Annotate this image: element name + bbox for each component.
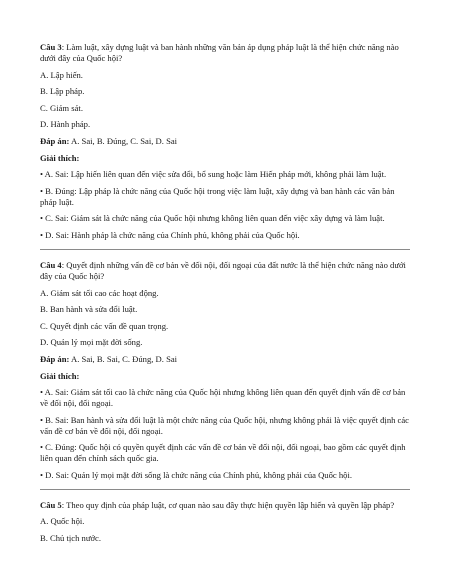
question-4-text: : Quyết định những vấn đề cơ bản về đối nội, đối ngoại của đất nước là thể hiện chức năng nào dưới đây của Quốc hội? (40, 259, 406, 281)
q4-option-c: C. Quyết định các vấn đề quan trọng. (40, 320, 169, 331)
q4-explain-b: • B. Sai: Ban hành và sửa đổi luật là một chức năng của Quốc hội, nhưng không phải là việc quyết định các vấn đề cơ bản về đối nội, đối ngoại. (40, 414, 409, 436)
q3-explain-label: Giải thích: (40, 152, 80, 163)
section-divider-1 (40, 249, 410, 250)
q3-option-d: D. Hành pháp. (40, 119, 91, 130)
q4-option-b: B. Ban hành và sửa đổi luật. (40, 304, 138, 315)
q5-option-a: A. Quốc hội. (40, 516, 85, 527)
question-4-label: Câu 4 (40, 259, 62, 270)
section-divider-2 (40, 489, 410, 490)
q5-option-b: B. Chủ tịch nước. (40, 533, 101, 544)
question-3-text: : Làm luật, xây dựng luật và ban hành những văn bản áp dụng pháp luật là thể hiện chức năng nào dưới đây của Quốc hội? (40, 42, 399, 63)
q4-answer-text: A. Sai, B. Sai, C. Đúng, D. Sai (69, 353, 178, 364)
q4-option-d: D. Quản lý mọi mặt đời sống. (40, 337, 143, 348)
q4-explain-label: Giải thích: (40, 370, 80, 381)
question-5-text: : Theo quy định của pháp luật, cơ quan nào sau đây thực hiện quyền lập hiến và quyền lập pháp? (61, 499, 395, 510)
q4-answer-label: Đáp án: (40, 353, 70, 364)
q4-answer (40, 354, 410, 365)
q3-explain-b: • B. Đúng: Lập pháp là chức năng của Quốc hội trong việc làm luật, xây dựng và ban hành các văn bản pháp luật. (40, 185, 395, 207)
q3-answer-label: Đáp án: (40, 135, 70, 146)
q3-option-c: C. Giám sát. (40, 102, 83, 113)
q3-explain-d: • D. Sai: Hành pháp là chức năng của Chính phủ, không phải của Quốc hội. (40, 229, 300, 240)
q4-explain-a: • A. Sai: Giám sát tối cao là chức năng của Quốc hội nhưng không liên quan đến quyết định vấn đề cơ bản về đối nội, đối ngoại. (40, 387, 406, 409)
q4-explain-d: • D. Sai: Quản lý mọi mặt đời sống là chức năng của Chính phủ, không phải của Quốc hội. (40, 469, 352, 480)
q3-answer-text: A. Sai, B. Đúng, C. Sai, D. Sai (69, 135, 178, 146)
q3-answer (40, 136, 410, 147)
q4-explain-c: • C. Đúng: Quốc hội có quyền quyết định các vấn đề cơ bản về đối nội, đối ngoại, bao gồm các quyết định liên quan đến chính sách quốc gia. (40, 442, 406, 464)
q3-explain-a: • A. Sai: Lập hiến liên quan đến việc sửa đổi, bổ sung hoặc làm Hiến pháp mới, không phải làm luật. (40, 169, 387, 180)
question-5 (40, 500, 410, 511)
question-3-label: Câu 3 (40, 42, 62, 52)
question-3 (40, 42, 410, 64)
question-5-label: Câu 5 (40, 499, 62, 510)
q3-explain-c: • C. Sai: Giám sát là chức năng của Quốc hội nhưng không liên quan đến việc xây dựng và làm luật. (40, 213, 385, 224)
question-4 (40, 260, 410, 282)
q3-option-b: B. Lập pháp. (40, 86, 85, 97)
q3-option-a: A. Lập hiến. (40, 69, 83, 80)
q4-option-a: A. Giám sát tối cao các hoạt động. (40, 287, 159, 298)
